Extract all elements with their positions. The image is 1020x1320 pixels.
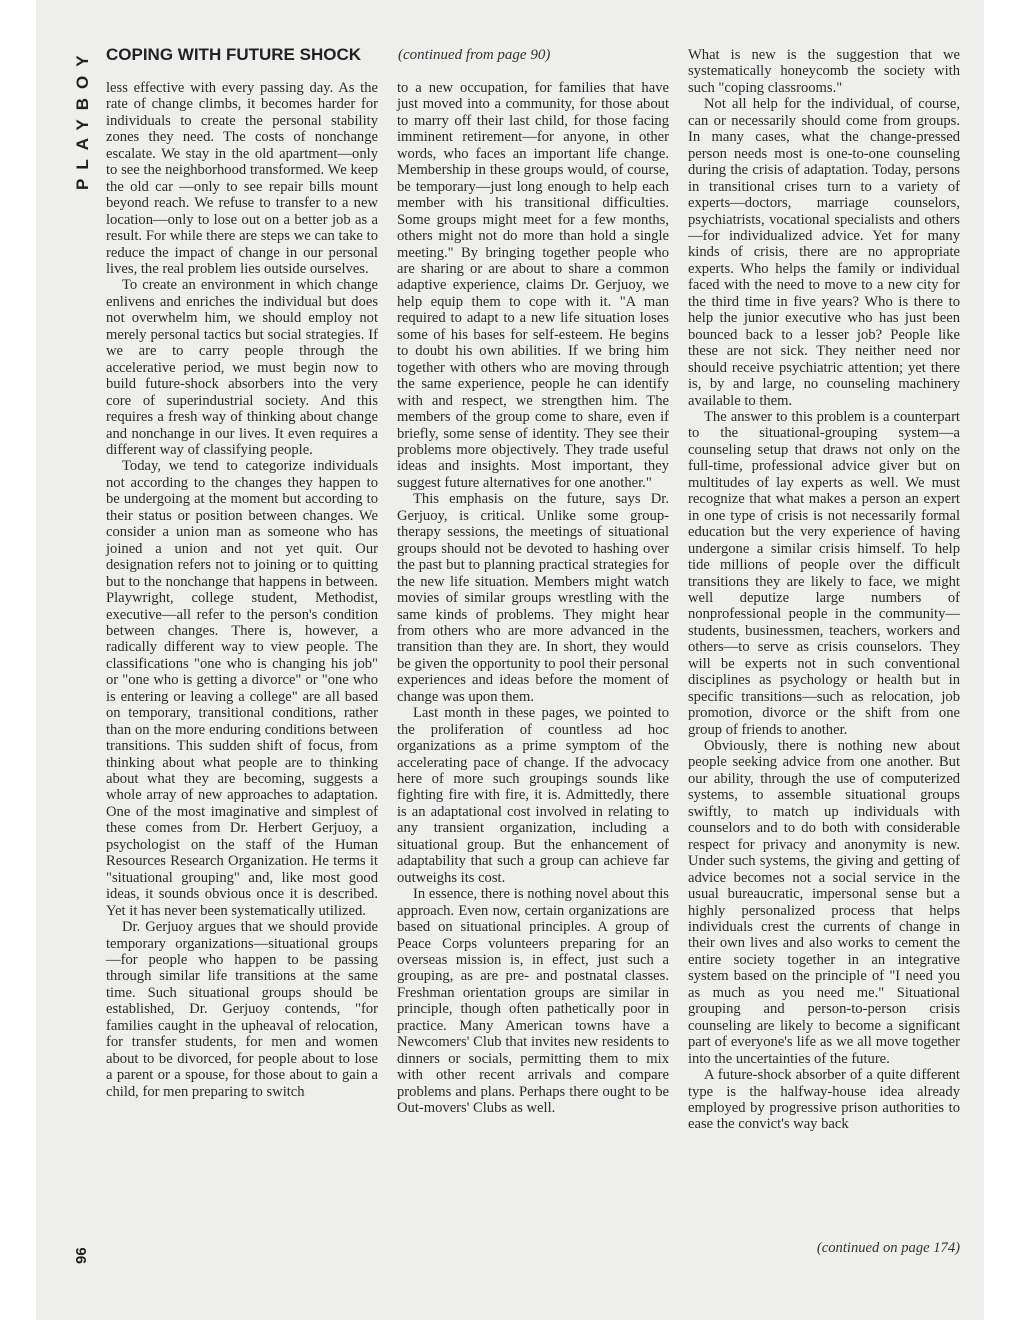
paragraph: Not all help for the individual, of course, can or necessarily should come from groups. In many cases, what the change-pressed person needs most is one-to-one counseling during the crisis of adaptation. Today, persons in transitional crises turn to a variety of experts—doctors, marriage counselors, psychiatrists, vocational specialists and others—for individualized advice. Yet for many kinds of crisis, there are no appropriate experts. Who helps the family or individual faced with the need to move to a new city for the third time in five years? Who is there to help the junior executive who has just been bounced back to a lesser job? People like these are not sick. They neither need nor should receive psychiatric attention; yet there is, by and large, no counseling machinery available to them. xyxy=(688,96,960,409)
paragraph: What is new is the suggestion that we systematically honeycomb the society with such "coping classrooms." xyxy=(688,47,960,96)
paragraph: Obviously, there is nothing new about people seeking advice from one another. But our ability, through the use of computerized systems, to assemble situational groups swiftly, to match up individuals with counselors and to do both with considerable respect for privacy and anonymity is new. Under such systems, the giving and getting of advice becomes not a social service in the usual bureaucratic, impersonal sense but a highly personalized process that helps individuals crest the currents of change in their own lives and also works to cement the entire society together in an integrative system based on the principle of "I need you as much as you need me." Situational grouping and person-to-person crisis counseling are likely to become a significant part of everyone's life as we all move together into the uncertainties of the future. xyxy=(688,738,960,1067)
magazine-name-text: PLAYBOY xyxy=(73,46,92,190)
text-column-1 xyxy=(106,80,378,1100)
paragraph: Last month in these pages, we pointed to the proliferation of countless ad hoc organizations as a prime symptom of the accelerating pace of change. If the advocacy here of more such groupings sounds like fighting fire with fire, it is. Admittedly, there is an adaptational cost involved in relating to any transient organization, including a situational group. But the enhancement of adaptability that such a group can achieve far outweighs its cost. xyxy=(397,705,669,886)
text-column-2 xyxy=(397,80,669,1117)
paragraph: The answer to this problem is a counterpart to the situational-grouping system—a counseling setup that draws not only on the full-time, professional advice giver but on multitudes of lay experts as well. We must recognize that what makes a person an expert in one type of crisis is not necessarily formal education but the very experience of having undergone a similar crisis himself. To help tide millions of people over the difficult transitions they are likely to face, we might well deputize large numbers of nonprofessional people in the community—students, businessmen, teachers, workers and others—to serve as crisis counselors. They will be experts not in such conventional disciplines as psychology or health but in specific transitions—such as relocation, job promotion, divorce or the shift from one group of friends to another. xyxy=(688,408,960,738)
article-title: COPING WITH FUTURE SHOCK xyxy=(106,45,361,64)
text-column-3 xyxy=(688,47,960,1133)
paragraph: In essence, there is nothing novel about this approach. Even now, certain organizations are based on situational principles. A group of Peace Corps volunteers preparing for an overseas mission is, in effect, just such a grouping, as are pre- and postnatal classes. Freshman orientation groups are similar in principle, though often pathetically poor in practice. Many American towns have a Newcomers' Club that invites new residents to dinners or socials, permitting them to mix with other recent arrivals and compare problems and plans. Perhaps there ought to be Out-movers' Clubs as well. xyxy=(397,886,669,1117)
magazine-name-vertical xyxy=(62,38,98,198)
continued-on-note: (continued on page 174) xyxy=(816,1240,960,1256)
paragraph: Dr. Gerjuoy argues that we should provide temporary organizations—situational groups—for people who happen to be passing through similar life transitions at the same time. Such situational groups should be established, Dr. Gerjuoy contends, "for families caught in the upheaval of relocation, for transfer students, for men and women about to be divorced, for people about to lose a parent or a spouse, for those about to gain a child, for men preparing to switch xyxy=(106,919,378,1100)
paragraph: to a new occupation, for families that have just moved into a community, for those about to marry off their last child, for those facing imminent retirement—for anyone, in other words, who faces an important life change. Membership in these groups would, of course, be temporary—just long enough to help each member with his transitional difficulties. Some groups might meet for a few months, others might not do more than hold a single meeting." By bringing together people who are sharing or are about to share a common adaptive experience, claims Dr. Gerjuoy, we help equip them to cope with it. "A man required to adapt to a new life situation loses some of his bases for self-esteem. He begins to doubt his own abilities. If we bring him together with others who are moving through the same experience, people he can identify with and respect, we strengthen him. The members of the group come to share, even if briefly, some sense of identity. They see their problems more objectively. They trade useful ideas and insights. Most important, they suggest future alternatives for one another." xyxy=(397,80,669,491)
paragraph: To create an environment in which change enlivens and enriches the individual but does not overwhelm him, we should employ not merely personal tactics but social strategies. If we are to carry people through the accelerative period, we must begin now to build future-shock absorbers into the very core of superindustrial society. And this requires a fresh way of thinking about change and nonchange in our lives. It even requires a different way of classifying people. xyxy=(106,277,378,458)
page-number-text: 96 xyxy=(73,1247,90,1264)
continued-from-note: (continued from page 90) xyxy=(398,47,551,63)
paragraph: This emphasis on the future, says Dr. Gerjuoy, is critical. Unlike some group-therapy sessions, the meetings of situational groups should not be devoted to hashing over the past but to planning practical strategies for the new life situation. Members might watch movies of similar groups wrestling with the same kinds of problems. They might hear from others who are more advanced in the transition than they are. In short, they would be given the opportunity to pool their personal experiences and ideas before the moment of change was upon them. xyxy=(397,491,669,705)
page-number xyxy=(62,1236,98,1266)
paragraph: Today, we tend to categorize individuals not according to the changes they happen to be undergoing at the moment but according to their status or position between changes. We consider a union man as someone who has joined a union and not yet quit. Our designation refers not to joining or to quitting but to the nonchange that happens in between. Playwright, college student, Methodist, executive—all refer to the person's condition between changes. There is, however, a radically different way to view people. The classifications "one who is changing his job" or "one who is getting a divorce" or "one who is entering or leaving a college" are all based on temporary, transitional conditions, rather than on the more enduring conditions between transitions. This sudden shift of focus, from thinking about what people are to thinking about what they are becoming, suggests a whole array of new approaches to adaptation. One of the most imaginative and simplest of these comes from Dr. Herbert Gerjuoy, a psychologist on the staff of the Human Resources Research Organization. He terms it "situational grouping" and, like most good ideas, it sounds obvious once it is described. Yet it has never been systematically utilized. xyxy=(106,458,378,919)
paragraph: A future-shock absorber of a quite different type is the halfway-house idea already employed by progressive prison authorities to ease the convict's way back xyxy=(688,1067,960,1133)
paragraph: less effective with every passing day. As the rate of change climbs, it becomes harder for individuals to create the personal stability zones they need. The costs of nonchange escalate. We stay in the old apartment—only to see the neighborhood transformed. We keep the old car —only to see repair bills mount beyond reach. We refuse to transfer to a new location—only to lose out on a better job as a result. For while there are steps we can take to reduce the impact of change in our personal lives, the real problem lies outside ourselves. xyxy=(106,80,378,277)
